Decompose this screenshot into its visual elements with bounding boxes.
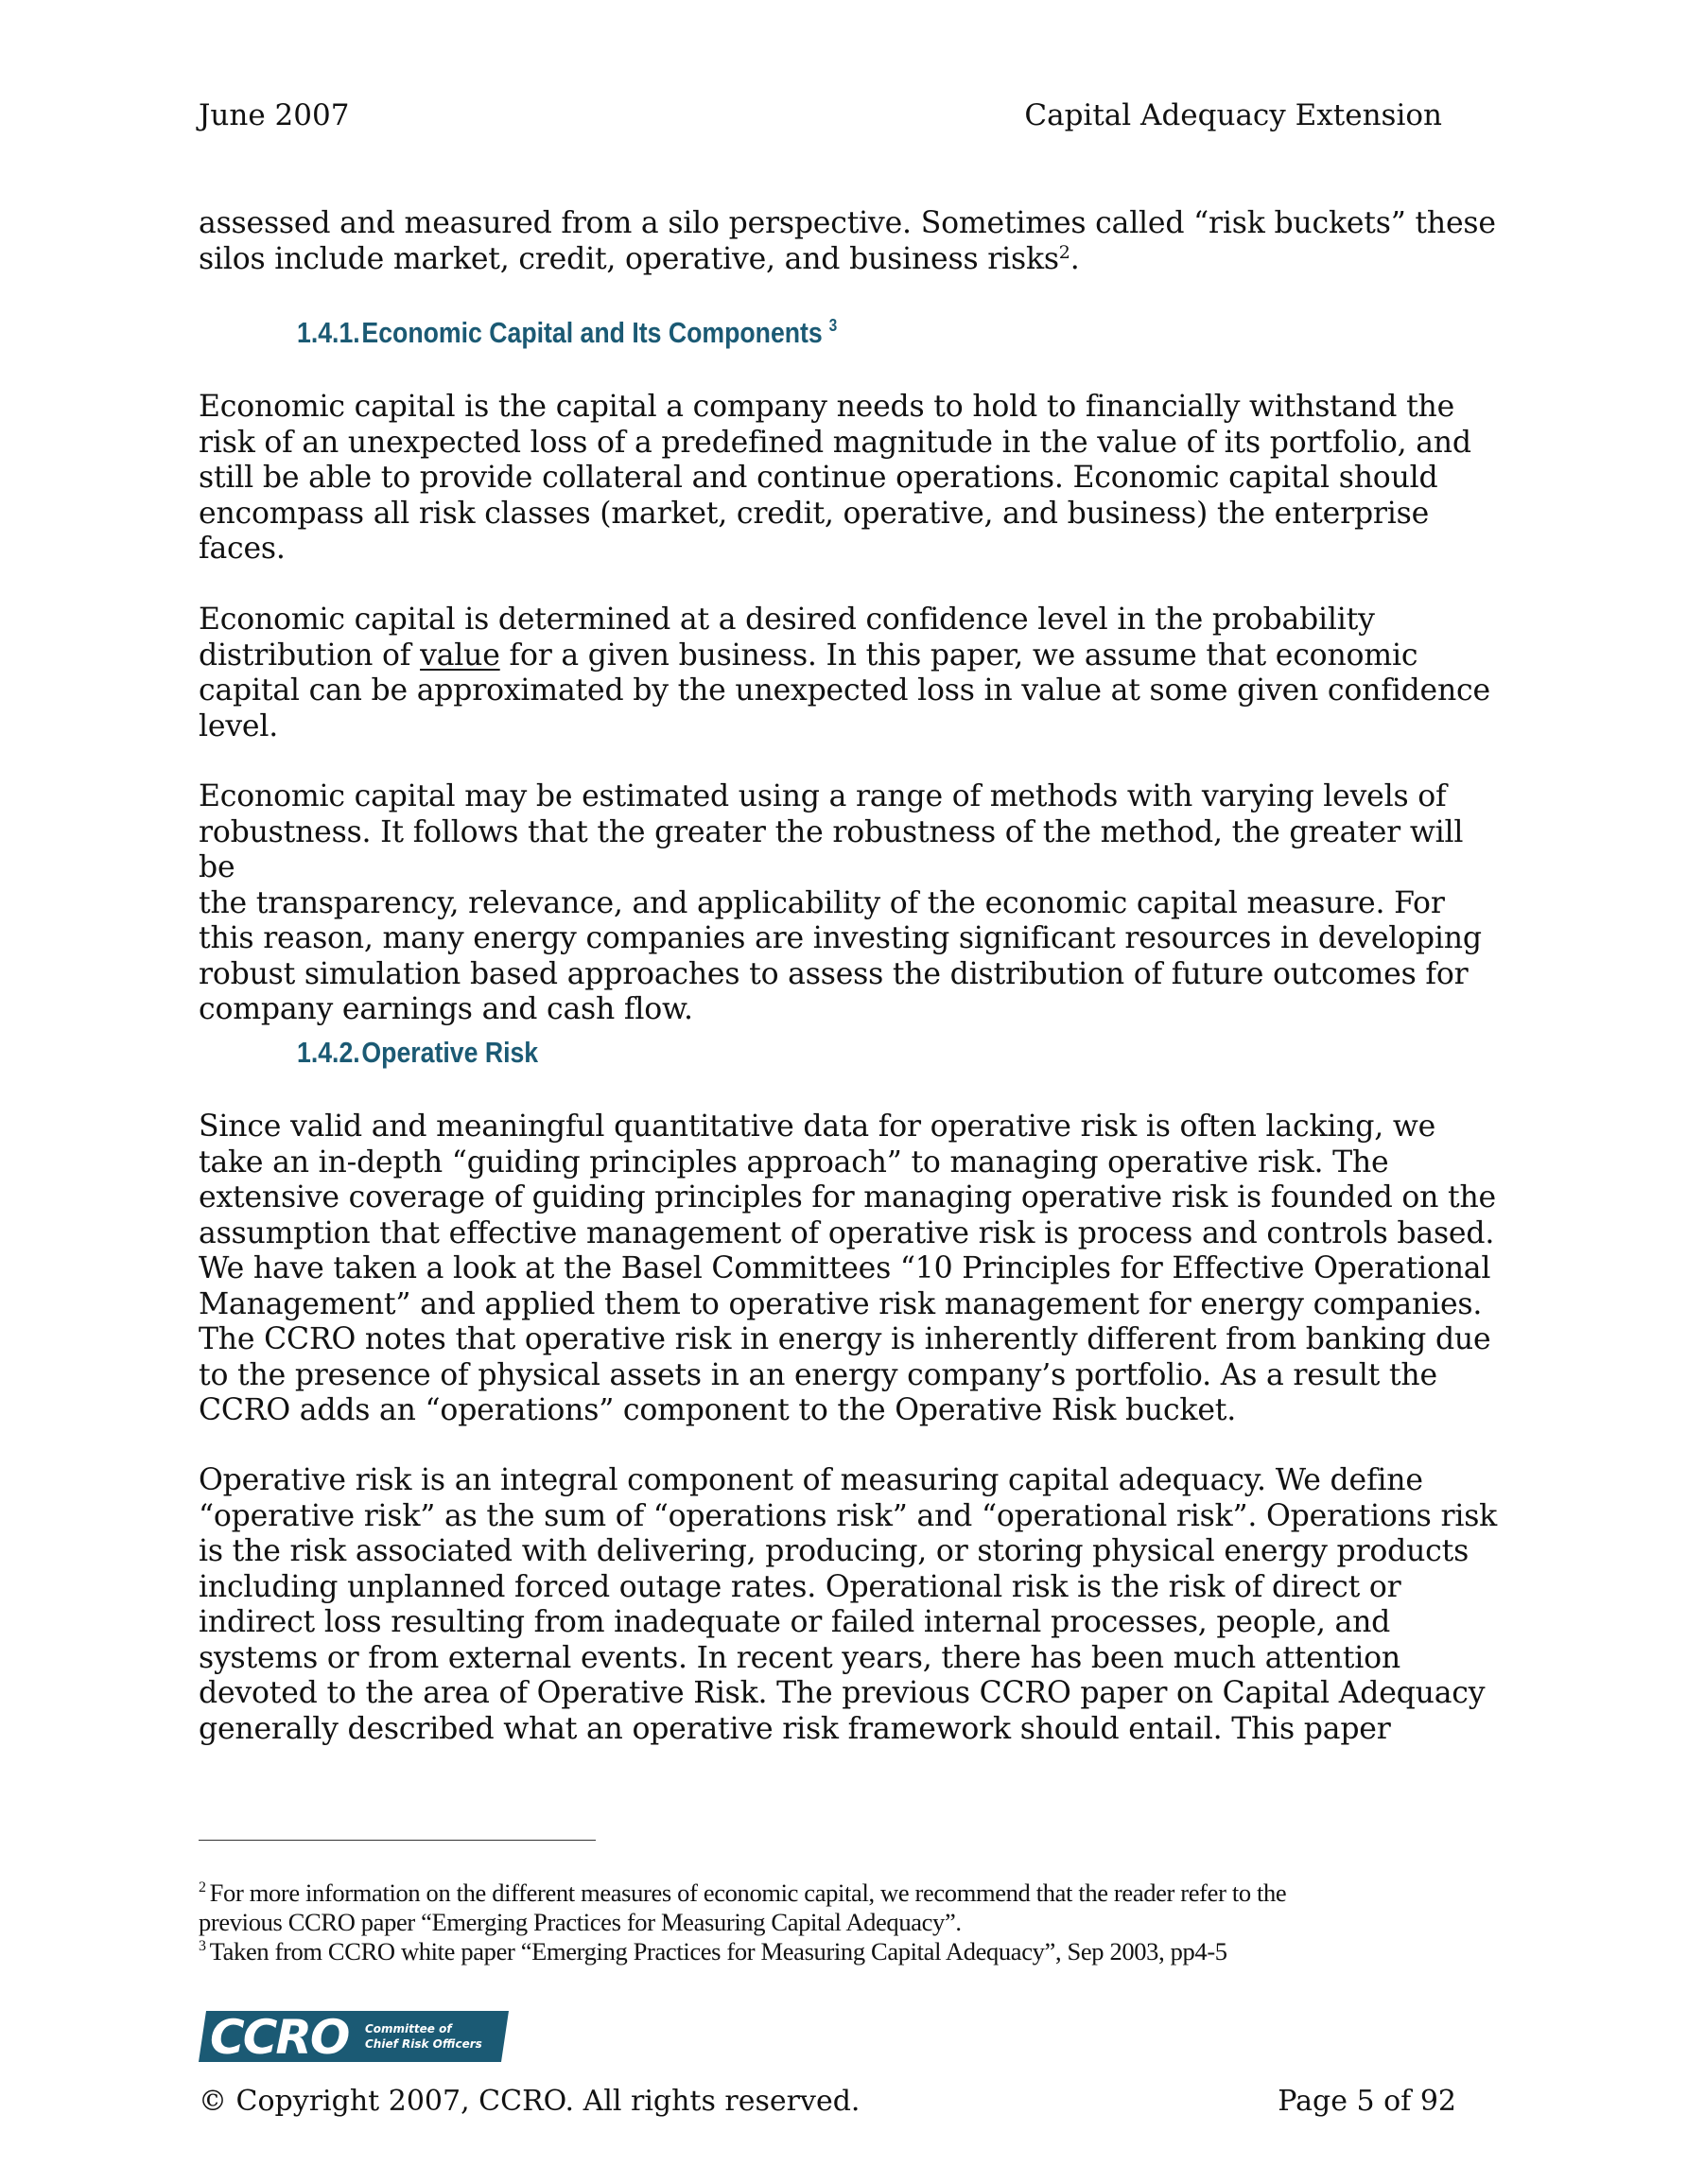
section-title: Operative Risk xyxy=(361,1036,539,1069)
section-heading-operative-risk xyxy=(297,1036,538,1070)
text-line: distribution of value for a given business. In this paper, we assume that economic xyxy=(199,638,1418,673)
text-line: robustness. It follows that the greater the robustness of the method, the greater will be xyxy=(199,814,1464,884)
underlined-term: value xyxy=(420,638,500,673)
text-line: generally described what an operative risk framework should entail. This paper xyxy=(199,1711,1391,1746)
text-line: silos include market, credit, operative, and business risks$^2$. xyxy=(199,241,1080,276)
intro-paragraph xyxy=(199,206,1504,277)
text-line: systems or from external events. In recent years, there has been much attention xyxy=(199,1640,1400,1675)
copyright-notice: © Copyright 2007, CCRO. All rights reserved. xyxy=(199,2085,861,2118)
text-line: capital can be approximated by the unexpected loss in value at some given confidence xyxy=(199,673,1490,708)
footnote-ref[interactable]: 2 xyxy=(1058,241,1070,263)
footnote-3: $^3$ Taken from CCRO white paper “Emerging Practices for Measuring Capital Adequacy”, Sep 2003, pp4-5 xyxy=(199,1937,1227,1966)
text-line: robust simulation based approaches to assess the distribution of future outcomes for xyxy=(199,956,1469,991)
paragraph-guiding-principles xyxy=(199,1109,1504,1429)
footnote-ref[interactable]: 3 xyxy=(828,316,838,335)
page-header xyxy=(199,98,1442,132)
section-number: 1.4.1. xyxy=(297,316,360,349)
footnote-2: $^2$ For more information on the different measures of economic capital, we recommend that the reader refer to the xyxy=(199,1878,1287,1907)
footnotes xyxy=(199,1878,1504,1966)
text-line: The CCRO notes that operative risk in energy is inherently different from banking due xyxy=(199,1322,1491,1356)
ccro-logo xyxy=(199,2011,509,2062)
text-line: company earnings and cash flow. xyxy=(199,992,693,1026)
section-title: Economic Capital and Its Components xyxy=(361,316,823,349)
text-line: the transparency, relevance, and applicability of the economic capital measure. For xyxy=(199,885,1445,920)
text-line: Economic capital may be estimated using a range of methods with varying levels of xyxy=(199,779,1447,813)
svg-text:Committee of: Committee of xyxy=(365,2022,452,2035)
svg-text:Chief Risk Officers: Chief Risk Officers xyxy=(365,2037,482,2051)
text-line: is the risk associated with delivering, producing, or storing physical energy products xyxy=(199,1534,1470,1568)
text-line: Since valid and meaningful quantitative data for operative risk is often lacking, we xyxy=(199,1109,1436,1144)
page-number: Page 5 of 92 xyxy=(1278,2085,1456,2118)
text-line: devoted to the area of Operative Risk. The previous CCRO paper on Capital Adequacy xyxy=(199,1676,1486,1710)
text-line: level. xyxy=(199,708,279,743)
text-line: encompass all risk classes (market, credit, operative, and business) the enterprise xyxy=(199,496,1430,531)
text-line: Economic capital is determined at a desired confidence level in the probability xyxy=(199,603,1375,637)
text-line: Operative risk is an integral component of measuring capital adequacy. We define xyxy=(199,1463,1423,1497)
text-line: indirect loss resulting from inadequate or failed internal processes, people, and xyxy=(199,1605,1391,1639)
paragraph-estimation-methods xyxy=(199,779,1504,1028)
footnote-separator xyxy=(199,1840,596,1841)
text-line: still be able to provide collateral and continue operations. Economic capital should xyxy=(199,461,1438,495)
footnote-2-continued: previous CCRO paper “Emerging Practices for Measuring Capital Adequacy”. xyxy=(199,1908,962,1936)
paragraph-confidence-level xyxy=(199,603,1504,744)
paragraph-operative-risk-definition xyxy=(199,1463,1504,1747)
text-line: Management” and applied them to operative risk management for energy companies. xyxy=(199,1286,1483,1321)
text-line: “operative risk” as the sum of “operations risk” and “operational risk”. Operations risk xyxy=(199,1498,1498,1533)
text-line: We have taken a look at the Basel Committees “10 Principles for Effective Operational xyxy=(199,1251,1491,1285)
text-line: risk of an unexpected loss of a predefined magnitude in the value of its portfolio, and xyxy=(199,425,1471,460)
text-line: assumption that effective management of operative risk is process and controls based. xyxy=(199,1215,1495,1250)
text-line: assessed and measured from a silo perspective. Sometimes called “risk buckets” these xyxy=(199,206,1496,240)
text-line: faces. xyxy=(199,532,286,566)
text-line: including unplanned forced outage rates. Operational risk is the risk of direct or xyxy=(199,1569,1401,1604)
text-line: take an in-depth “guiding principles approach” to managing operative risk. The xyxy=(199,1144,1389,1179)
section-number: 1.4.2. xyxy=(297,1036,360,1069)
text-line: Economic capital is the capital a company needs to hold to financially withstand the xyxy=(199,390,1455,424)
header-title: Capital Adequacy Extension xyxy=(1024,98,1442,132)
svg-text:CCRO: CCRO xyxy=(210,2011,349,2062)
paragraph-economic-capital-definition xyxy=(199,390,1504,568)
page-footer xyxy=(199,2085,1456,2118)
text-line: this reason, many energy companies are investing significant resources in developing xyxy=(199,921,1482,955)
header-date: June 2007 xyxy=(199,98,350,132)
text-line: extensive coverage of guiding principles for managing operative risk is founded on the xyxy=(199,1180,1496,1214)
text-line: CCRO adds an “operations” component to the Operative Risk bucket. xyxy=(199,1393,1237,1427)
text-line: to the presence of physical assets in an energy company’s portfolio. As a result the xyxy=(199,1357,1437,1392)
section-heading-economic-capital xyxy=(297,316,837,350)
